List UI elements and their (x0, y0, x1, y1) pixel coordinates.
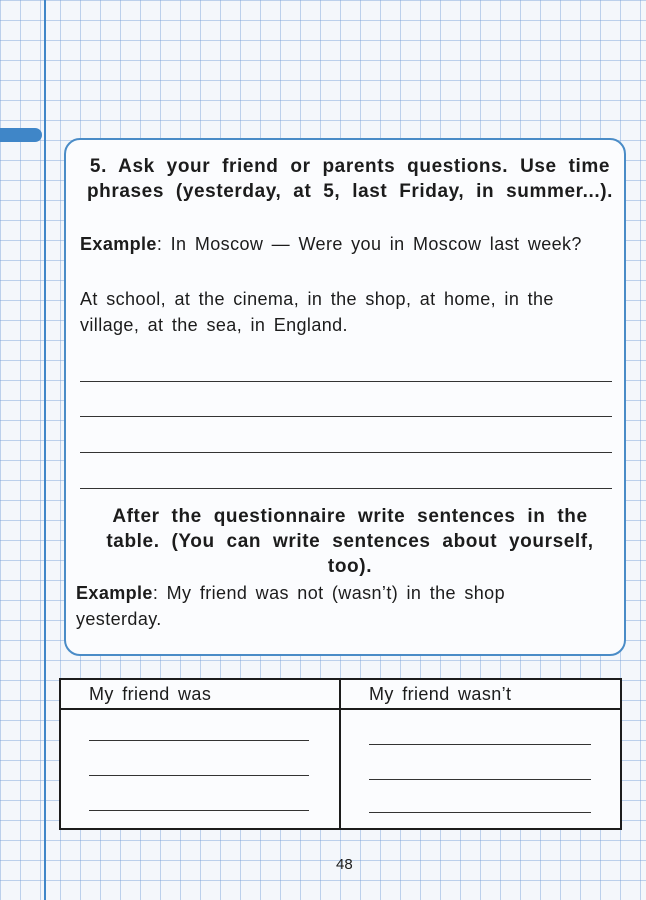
page-number: 48 (336, 856, 353, 873)
exercise-instruction-2: After the questionnaire write sentences in the table. (You can write sentences about yourself, too). (106, 506, 594, 577)
table-header-divider (61, 708, 620, 710)
wasnt-answer-line-2[interactable] (369, 779, 591, 780)
wasnt-answer-line-3[interactable] (369, 812, 591, 813)
table-header-was: My friend was (89, 684, 212, 704)
was-answer-line-3[interactable] (89, 810, 309, 811)
answer-line-2[interactable] (80, 416, 612, 417)
exercise-instruction: 5. Ask your friend or parents questions. Use time phrases (yesterday, at 5, last Friday, in summer...). (86, 156, 614, 202)
wasnt-answer-line-1[interactable] (369, 744, 591, 745)
example-2-text: : My friend was not (wasn’t) in the shop yesterday. (76, 583, 505, 629)
example-2 (76, 580, 586, 632)
example-2-label: Example (76, 583, 153, 603)
answer-line-1[interactable] (80, 381, 612, 382)
margin-line (44, 0, 46, 900)
places-list: At school, at the cinema, in the shop, at home, in the village, at the sea, in England. (80, 289, 554, 335)
was-answer-line-1[interactable] (89, 740, 309, 741)
example-1 (80, 231, 600, 257)
example-text: : In Moscow — Were you in Moscow last week? (156, 234, 582, 254)
answer-line-4[interactable] (80, 488, 612, 489)
was-answer-line-2[interactable] (89, 775, 309, 776)
page-tab-marker (0, 128, 42, 142)
table-column-divider (339, 680, 341, 828)
answer-line-3[interactable] (80, 452, 612, 453)
table-header-wasnt: My friend wasn’t (369, 684, 512, 704)
answer-table (59, 678, 622, 830)
example-label: Example (80, 234, 157, 254)
